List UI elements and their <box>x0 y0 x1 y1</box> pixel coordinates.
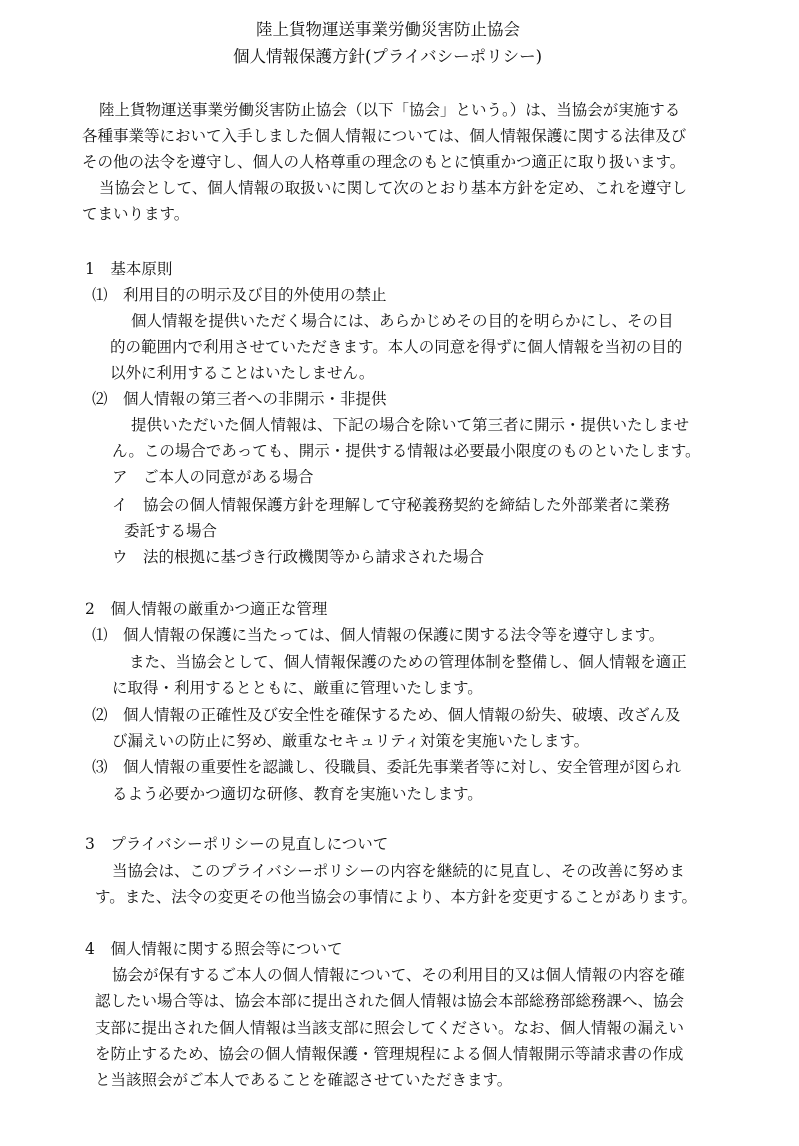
section-line: を防止するため、協会の個人情報保護・管理規程による個人情報開示等請求書の作成 <box>95 1045 684 1063</box>
section-line: 協会が保有するご本人の個人情報について、その利用目的又は個人情報の内容を確 <box>112 966 685 984</box>
section-heading: 3 プライバシーポリシーの見直しについて <box>85 835 389 853</box>
item-body-line: 提供いただいた個人情報は、下記の場合を除いて第三者に開示・提供いたしませ <box>131 416 690 434</box>
section-heading: 1 基本原則 <box>85 260 173 278</box>
intro-line: その他の法令を遵守し、個人の人格尊重の理念のもとに慎重かつ適正に取り扱います。 <box>82 153 686 171</box>
document-subtitle: 個人情報保護方針(プライバシーポリシー) <box>233 47 543 66</box>
section-line: す。また、法令の変更その他当協会の事情により、本方針を変更することがあります。 <box>95 888 698 906</box>
intro-line: てまいります。 <box>82 205 190 223</box>
section-line: 認したい場合等は、協会本部に提出された個人情報は協会本部総務部総務課へ、協会 <box>95 992 685 1010</box>
sub-item: 委託する場合 <box>124 522 218 540</box>
section-line: び漏えいの防止に努め、厳重なセキュリティ対策を実施いたします。 <box>112 732 590 750</box>
section-heading: 2 個人情報の厳重かつ適正な管理 <box>85 600 328 618</box>
sub-item: ア ご本人の同意がある場合 <box>112 468 314 486</box>
sub-item: ウ 法的根拠に基づき行政機関等から請求された場合 <box>112 548 485 566</box>
intro-line: 各種事業等において入手しました個人情報については、個人情報保護に関する法律及び <box>82 127 687 145</box>
section-line: ⑵ 個人情報の正確性及び安全性を確保するため、個人情報の紛失、破壊、改ざん及 <box>92 706 681 724</box>
item-body-line: ん。この場合であっても、開示・提供する情報は必要最小限度のものといたします。 <box>112 442 701 460</box>
intro-line: 当協会として、個人情報の取扱いに関して次のとおり基本方針を定め、これを遵守し <box>99 179 688 197</box>
section-line: と当該照会がご本人であることを確認させていただきます。 <box>95 1071 513 1089</box>
section-line: るよう必要かつ適切な研修、教育を実施いたします。 <box>112 785 483 803</box>
section-line: ⑴ 個人情報の保護に当たっては、個人情報の保護に関する法令等を遵守します。 <box>92 626 665 644</box>
section-heading: 4 個人情報に関する照会等について <box>85 940 343 958</box>
section-line: 当協会は、このプライバシーポリシーの内容を継続的に見直し、その改善に努めま <box>112 862 685 880</box>
item-heading: ⑴ 利用目的の明示及び目的外使用の禁止 <box>92 286 387 304</box>
item-body-line: 個人情報を提供いただく場合には、あらかじめその目的を明らかにし、その目 <box>131 312 674 330</box>
item-body-line: 的の範囲内で利用させていただきます。本人の同意を得ずに個人情報を当初の目的 <box>110 338 683 356</box>
section-line: また、当協会として、個人情報保護のための管理体制を整備し、個人情報を適正 <box>129 653 687 671</box>
intro-line: 陸上貨物運送事業労働災害防止協会（以下「協会」という。）は、当協会が実施する <box>99 101 681 119</box>
item-heading: ⑵ 個人情報の第三者への非開示・非提供 <box>92 390 387 408</box>
document-title: 陸上貨物運送事業労働災害防止協会 <box>256 20 520 39</box>
section-line: に取得・利用するとともに、厳重に管理いたします。 <box>112 679 483 697</box>
section-line: ⑶ 個人情報の重要性を認識し、役職員、委託先事業者等に対し、安全管理が図られ <box>92 758 682 776</box>
section-line: 支部に提出された個人情報は当該支部に照会してください。なお、個人情報の漏えい <box>95 1019 685 1037</box>
item-body-line: 以外に利用することはいたしません。 <box>110 364 375 382</box>
sub-item: イ 協会の個人情報保護方針を理解して守秘義務契約を締結した外部業者に業務 <box>112 496 671 514</box>
